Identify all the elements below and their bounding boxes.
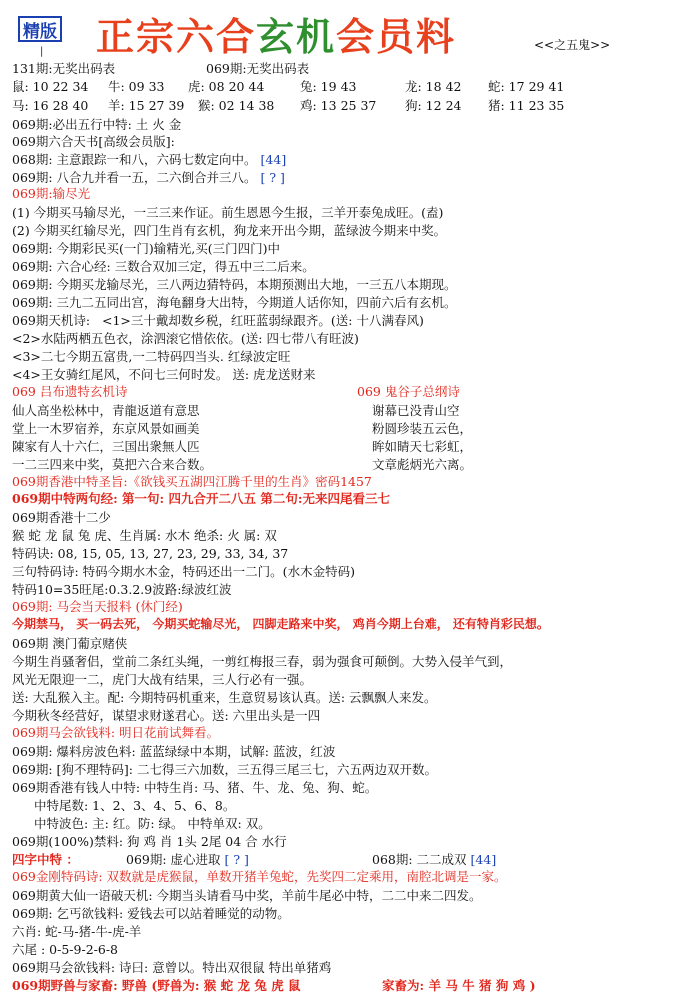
title-part-1: 正宗 — [96, 15, 177, 59]
text-line — [12, 170, 285, 185]
four-char-label: 四字中特 ： — [12, 852, 79, 867]
text-line: <2>水陆两栖五色衣，涂泗滚它惜依依。(送: 四七带八有旺波) — [12, 331, 359, 346]
answer-tag: [ ? ] — [260, 170, 285, 185]
zodiac-row-1 — [0, 79, 679, 94]
text-line: 069金刚特码诗: 双数就是虎猴鼠，单数开猪羊兔蛇，先奖四二定乘用，南腔北调是一家。 — [12, 869, 507, 884]
line-text: 068期: 主意跟踪一和八，六码七数定向中。 — [12, 152, 257, 167]
zodiac-cell: 猴: 02 14 38 — [198, 98, 275, 113]
zodiac-cell: 鸡: 13 25 37 — [300, 98, 377, 113]
line-text: 069期: 虚心进取 — [126, 852, 221, 867]
poem-left-line: 仙人高坐松林中，青龍返道有意思 — [12, 403, 200, 418]
text-line — [372, 852, 496, 867]
zodiac-cell: 兔: 19 43 — [300, 79, 357, 94]
text-line: 中特尾数: 1、2、3、4、5、6、8。 — [34, 798, 236, 813]
text-line: 069期野兽与家畜: 野兽 (野兽为: 猴 蛇 龙 兔 虎 鼠 — [12, 978, 301, 993]
text-line: 069期:必出五行中特: 土 火 金 — [12, 117, 182, 132]
text-line: 069期(100%)禁料: 狗 鸡 肖 1头 2尾 04 合 水行 — [12, 834, 287, 849]
section-heading: 069期: 马会当天报料 (休门经) — [12, 599, 183, 614]
text-line — [126, 852, 249, 867]
text-line: 069期: 今期买龙输尽光，三八两边猜特码，本期预测出大地，一三五八本期现。 — [12, 277, 457, 292]
section-heading: 069期马会欲钱料: 明日花前试舞看。 — [12, 725, 220, 740]
answer-tag: [44] — [470, 852, 497, 867]
zodiac-cell: 猪: 11 23 35 — [488, 98, 565, 113]
poem-right-line: 谢幕已没青山空 — [372, 403, 460, 418]
text-line: 069期: 今期彩民买(一门)输精光,买(三门四门)中 — [12, 241, 281, 256]
text-line: 069期香港中特圣旨:《欲钱买五湖四江腾千里的生肖》密码1457 — [12, 474, 372, 489]
poem-left-title: 069 吕布遗特玄机诗 — [12, 384, 128, 399]
answer-tag: [44] — [260, 152, 287, 167]
line-text: <1>三十戴却数乡税，红旺蓝弱绿跟齐。(送: 十八满春风) — [102, 313, 424, 328]
zodiac-cell: 蛇: 17 29 41 — [488, 79, 565, 94]
zodiac-cell: 羊: 15 27 39 — [108, 98, 185, 113]
zodiac-cell: 鼠: 10 22 34 — [12, 79, 89, 94]
text-line: 069期马会欲钱料: 诗曰: 意曾以。特出双很鼠 特出单猪鸡 — [12, 960, 332, 975]
text-line: 069期六合天书[高级会员版]: — [12, 134, 175, 149]
text-line: (1) 今期买马输尽光，一三三来作证。前生恩恩今生报，三羊开泰兔成旺。(盍) — [12, 205, 444, 220]
zodiac-cell: 虎: 08 20 44 — [188, 79, 265, 94]
text-line: 特码诀: 08, 15, 05, 13, 27, 23, 29, 33, 34, 37 — [12, 546, 289, 561]
poem-left-line: 一二三四来中奖，莫把六合来合数。 — [12, 457, 213, 472]
text-line: 风光无限迎一二，虎门大战有结果，三人行必有一强。 — [12, 672, 313, 687]
section-heading: 069期:输尽光 — [12, 186, 91, 201]
text-line — [12, 852, 79, 867]
zodiac-cell: 牛: 09 33 — [108, 79, 165, 94]
issue-left: 131期:无奖出码表 — [12, 61, 116, 76]
text-line: 今期秋冬经营好，谋望求财遂君心。送: 六里出头是一四 — [12, 708, 321, 723]
text-line: 069期 澳门葡京赌侠 — [12, 636, 128, 651]
line-text: 068期: 二二成双 — [372, 852, 467, 867]
text-line: 六肖: 蛇-马-猪-牛-虎-羊 — [12, 924, 142, 939]
text-line: 猴 蛇 龙 鼠 兔 虎、生肖属: 水木 绝杀: 火 属: 双 — [12, 528, 277, 543]
text-line: 069期黄大仙一语破天机: 今期当头请看马中奖，羊前牛尾必中特，二二中来二四发。 — [12, 888, 482, 903]
text-line: 六尾 : 0-5-9-2-6-8 — [12, 942, 118, 957]
text-line: 069期香港有钱人中特: 中特生肖: 马、猪、牛、龙、兔、狗、蛇。 — [12, 780, 378, 795]
page-title — [96, 6, 526, 59]
text-line: 送: 大乱猴入主。配: 今期特码机重来，生意贸易该认真。送: 云飘飘人来发。 — [12, 690, 437, 705]
header-tick: | — [40, 46, 44, 57]
issue-right: 069期:无奖出码表 — [206, 61, 310, 76]
text-line: 今期生肖骚奢侣，堂前二条红头绳，一剪红梅报三春，弱为强食可颠倒。大势入侵羊气到， — [12, 654, 513, 669]
text-line: 069期: [狗不理特码]: 二七得三六加数，三五得三尾三七，六五两边双开数。 — [12, 762, 437, 777]
poem-right-line: 粉圆珍装五云色， — [372, 421, 473, 436]
text-line: <3>二七今期五富贵,一二特码四当头. 红绿波定旺 — [12, 349, 291, 364]
poem-right-title: 069 鬼谷子总纲诗 — [357, 384, 460, 399]
zodiac-cell: 狗: 12 24 — [405, 98, 462, 113]
text-line: 069期: 六合心经: 三数合双加三定，得五中三二后来。 — [12, 259, 315, 274]
title-part-2: 六合 — [176, 15, 257, 59]
page-subtitle: <<之五鬼>> — [534, 38, 611, 52]
text-line: 今期禁马， 买一码去死， 今期买蛇输尽光， 四脚走路来中奖， 鸡肖今期上台难， 还有特肖彩民想。 — [12, 617, 549, 631]
line-text: 069期: 八合九并看一五，二六倒合并三八。 — [12, 170, 257, 185]
edition-badge: 精版 — [18, 16, 62, 42]
text-line: 三句特码诗: 特码今期水木金，特码还出一二门。(水木金特码) — [12, 564, 355, 579]
text-line — [12, 152, 286, 167]
text-line: 家畜为: 羊 马 牛 猪 狗 鸡 ) — [382, 978, 536, 993]
answer-tag: [ ? ] — [224, 852, 249, 867]
text-line: (2) 今期买红输尽光，四门生肖有玄机，狗龙来开出今期，蓝绿波今期来中奖。 — [12, 223, 447, 238]
zodiac-cell: 龙: 18 42 — [405, 79, 462, 94]
text-line: 069期中特两句经: 第一句: 四九合开二八五 第二句:无来四尾看三七 — [12, 491, 390, 506]
text-line: 069期香港十二少 — [12, 510, 111, 525]
text-line — [12, 313, 424, 328]
text-line: 069期: 乞丐欲钱料: 爱钱去可以站着睡觉的动物。 — [12, 906, 290, 921]
text-line: 069期: 三九二五同出宫，海龟翻身大出特，今期道人话你知，四前六后有玄机。 — [12, 295, 457, 310]
poem-right-line: 眸如睛天七彩虹， — [372, 439, 473, 454]
text-line: <4>王女骑红尾风，不问七三何时发。 送: 虎龙送财来 — [12, 367, 316, 382]
zodiac-row-2 — [0, 98, 679, 113]
text-line: 中特波色: 主: 红。防: 绿。 中特单双: 双。 — [34, 816, 271, 831]
poem-right-line: 文章彪炳光六离。 — [372, 457, 473, 472]
zodiac-cell: 马: 16 28 40 — [12, 98, 89, 113]
text-line: 特码10=35旺尾:0.3.2.9波路:绿波红波 — [12, 582, 232, 597]
line-text: 069期天机诗: — [12, 313, 91, 328]
text-line: 069期: 爆料房波色料: 蓝蓝绿绿中本期，试解: 蓝波，红波 — [12, 744, 336, 759]
poem-left-line: 陳家有人十六仁，三国出衆無人匹 — [12, 439, 200, 454]
title-part-3: 玄机 — [256, 15, 337, 59]
title-part-4: 会员料 — [336, 15, 457, 59]
poem-left-line: 堂上一木罗宿养，东京风景如画美 — [12, 421, 200, 436]
